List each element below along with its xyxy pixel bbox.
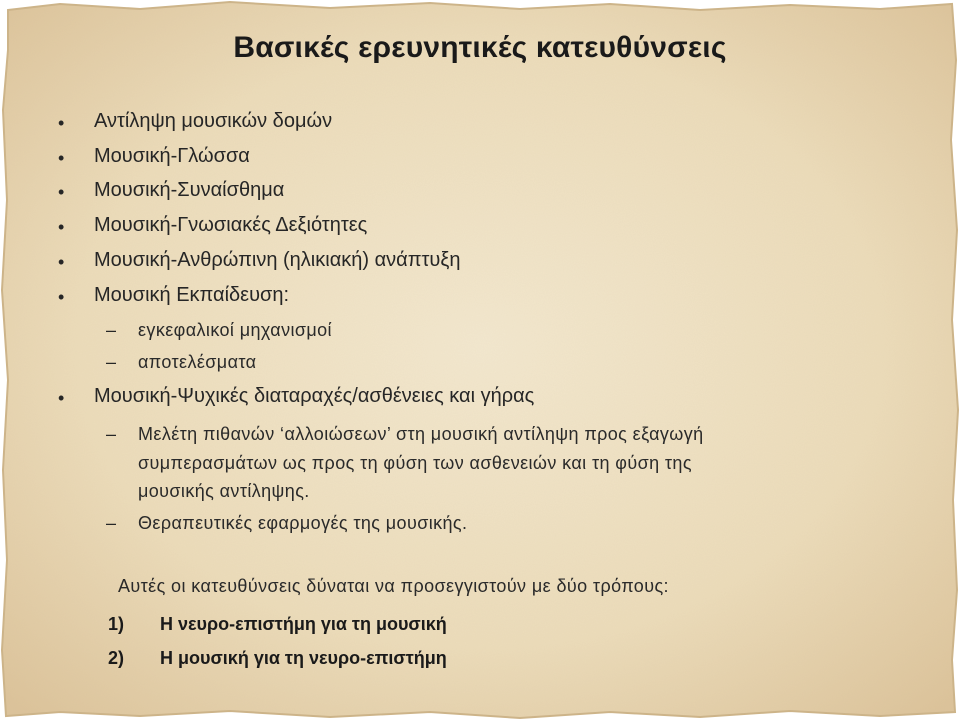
bullet-item: Μουσική-Συναίσθημα — [94, 179, 285, 201]
sub-item-line: συμπερασμάτων ως προς τη φύση των ασθενειών και τη φύση της — [138, 453, 692, 473]
bullet-item: Μουσική-Γλώσσα — [94, 145, 250, 167]
dash-marker: – — [106, 424, 117, 444]
bullet-marker: • — [58, 388, 65, 408]
bullet-item: Αντίληψη μουσικών δομών — [94, 110, 333, 132]
bullet-marker: • — [58, 252, 65, 272]
approach-text: Η νευρο-επιστήμη για τη μουσική — [160, 614, 447, 634]
bullet-marker: • — [58, 182, 65, 202]
approach-number: 2) — [108, 648, 125, 668]
bullet-item: Μουσική-Ψυχικές διαταραχές/ασθένειες και γήρας — [94, 385, 535, 407]
slide-title: Βασικές ερευνητικές κατευθύνσεις — [233, 31, 727, 64]
approach-text: Η μουσική για τη νευρο-επιστήμη — [160, 648, 447, 668]
bullet-marker: • — [58, 217, 65, 237]
bullet-marker: • — [58, 113, 65, 133]
bullet-marker: • — [58, 148, 65, 168]
sub-item-line: μουσικής αντίληψης. — [138, 481, 310, 501]
bullet-item: Μουσική-Γνωσιακές Δεξιότητες — [94, 214, 368, 236]
sub-item: αποτελέσματα — [138, 352, 257, 372]
bullet-item: Μουσική Εκπαίδευση: — [94, 284, 290, 306]
sub-item: Θεραπευτικές εφαρμογές της μουσικής. — [138, 513, 468, 533]
sub-item: εγκεφαλικοί μηχανισμοί — [138, 320, 332, 340]
dash-marker: – — [106, 352, 117, 372]
dash-marker: – — [106, 320, 117, 340]
approach-number: 1) — [108, 614, 125, 634]
bullet-item: Μουσική-Ανθρώπινη (ηλικιακή) ανάπτυξη — [94, 249, 461, 271]
bullet-marker: • — [58, 287, 65, 307]
approaches-intro: Αυτές οι κατευθύνσεις δύναται να προσεγγιστούν με δύο τρόπους: — [118, 576, 669, 596]
sub-item-line: Μελέτη πιθανών ‘αλλοιώσεων’ στη μουσική αντίληψη προς εξαγωγή — [138, 424, 704, 444]
dash-marker: – — [106, 513, 117, 533]
